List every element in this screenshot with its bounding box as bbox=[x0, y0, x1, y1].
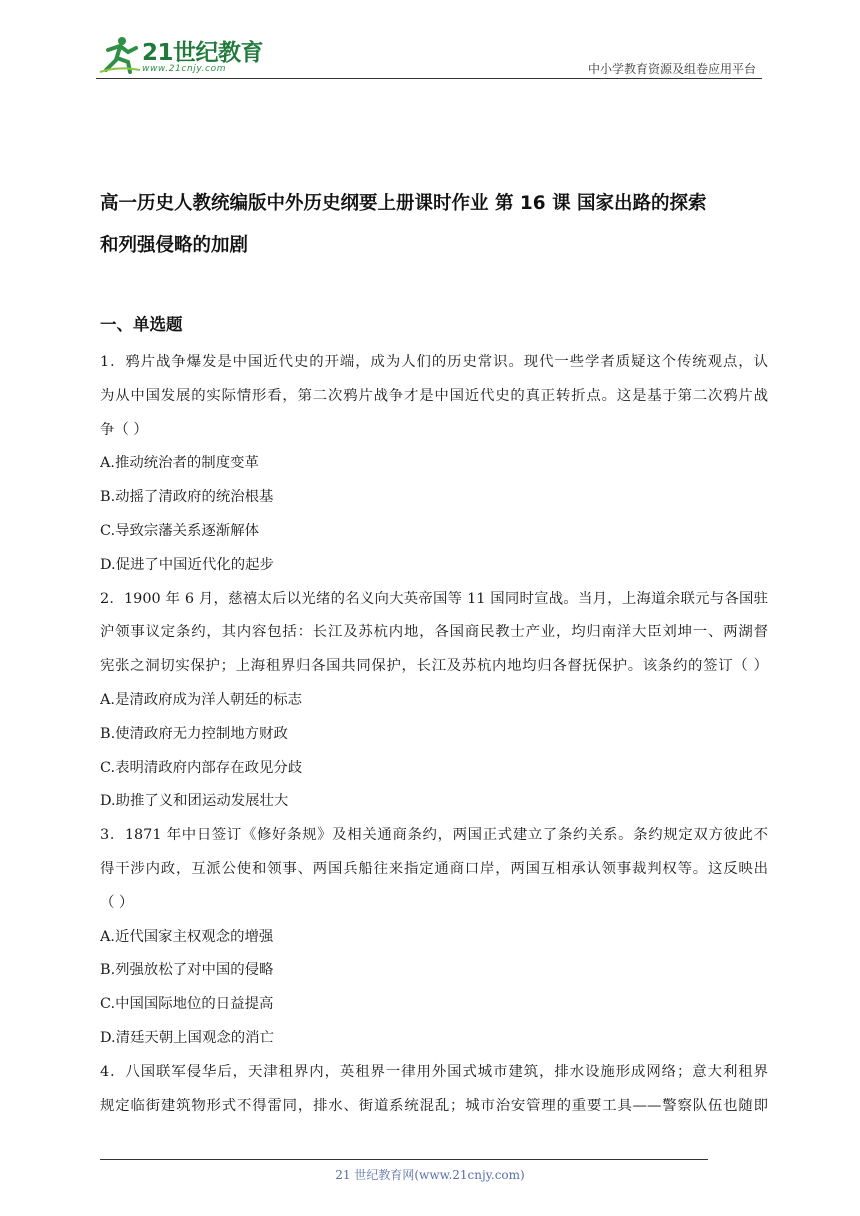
question-stem-line: 1．鸦片战争爆发是中国近代史的开端，成为人们的历史常识。现代一些学者质疑这个传统观点，认 bbox=[100, 354, 768, 370]
question-list bbox=[100, 346, 768, 1123]
option-a: A.推动统治者的制度变革 bbox=[100, 455, 259, 472]
option-c: C.表明清政府内部存在政见分歧 bbox=[100, 759, 303, 776]
question-stem-line: 2．1900 年 6 月，慈禧太后以光绪的名义向大英帝国等 11 国同时宣战。当月，上海道余联元与各国驻 bbox=[100, 590, 768, 607]
page-footer: 21 世纪教育网(www.21cnjy.com) bbox=[335, 1168, 525, 1182]
title-line-2: 和列强侵略的加剧 bbox=[100, 235, 249, 256]
option-b: B.列强放松了对中国的侵略 bbox=[100, 962, 274, 979]
question-1 bbox=[100, 346, 768, 583]
question-stem-line: 3．1871 年中日签订《修好条规》及相关通商条约，两国正式建立了条约关系。条约规定双方彼此不 bbox=[100, 827, 768, 844]
question-stem-line: 宪张之洞切实保护；上海租界归各国共同保护，长江及苏杭内地均归各督抚保护。该条约的签订（ ） bbox=[100, 658, 768, 675]
question-stem-line: 争（ ） bbox=[100, 421, 148, 438]
platform-name: 中小学教育资源及组卷应用平台 bbox=[587, 62, 756, 76]
title-line-1: 高一历史人教统编版中外历史纲要上册课时作业 第 16 课 国家出路的探索 bbox=[100, 193, 707, 214]
option-d: D.促进了中国近代化的起步 bbox=[100, 556, 274, 573]
question-stem-line: 规定临街建筑物形式不得雷同，排水、街道系统混乱；城市治安管理的重要工具——警察队伍也随即 bbox=[100, 1097, 768, 1114]
question-stem-line: 4．八国联军侵华后，天津租界内，英租界一律用外国式城市建筑，排水设施形成网络；意大利租界 bbox=[100, 1063, 768, 1080]
option-a: A.是清政府成为洋人朝廷的标志 bbox=[100, 691, 303, 708]
logo bbox=[96, 34, 266, 76]
question-stem-line: 为从中国发展的实际情形看，第二次鸦片战争才是中国近代史的真正转折点。这是基于第二次鸦片战 bbox=[100, 387, 768, 404]
option-c: C.导致宗藩关系逐渐解体 bbox=[100, 522, 259, 539]
question-4 bbox=[100, 1056, 768, 1124]
logo-url: www.21cnjy.com bbox=[142, 64, 227, 74]
document-title bbox=[100, 183, 770, 267]
option-b: B.动摇了清政府的统治根基 bbox=[100, 489, 274, 506]
option-c: C.中国国际地位的日益提高 bbox=[100, 996, 274, 1013]
question-2 bbox=[100, 583, 768, 820]
question-stem-line: 得干涉内政，互派公使和领事、两国兵船往来指定通商口岸，两国互相承认领事裁判权等。这反映出 bbox=[100, 860, 768, 877]
footer-divider bbox=[100, 1159, 708, 1160]
option-d: D.助推了义和团运动发展壮大 bbox=[100, 793, 289, 810]
option-b: B.使清政府无力控制地方财政 bbox=[100, 725, 288, 742]
question-stem-line: 沪领事议定条约，其内容包括：长江及苏杭内地，各国商民教士产业，均归南洋大臣刘坤一、两湖督 bbox=[100, 624, 768, 641]
header-divider bbox=[96, 78, 762, 79]
runner-logo-icon bbox=[98, 36, 142, 74]
question-stem-line: （ ） bbox=[100, 894, 134, 911]
question-3 bbox=[100, 819, 768, 1056]
option-a: A.近代国家主权观念的增强 bbox=[100, 928, 274, 945]
option-d: D.清廷天朝上国观念的消亡 bbox=[100, 1029, 274, 1046]
page-header bbox=[96, 30, 762, 80]
logo-text: 21世纪教育 bbox=[142, 40, 264, 66]
section-heading: 一、单选题 bbox=[100, 315, 183, 334]
